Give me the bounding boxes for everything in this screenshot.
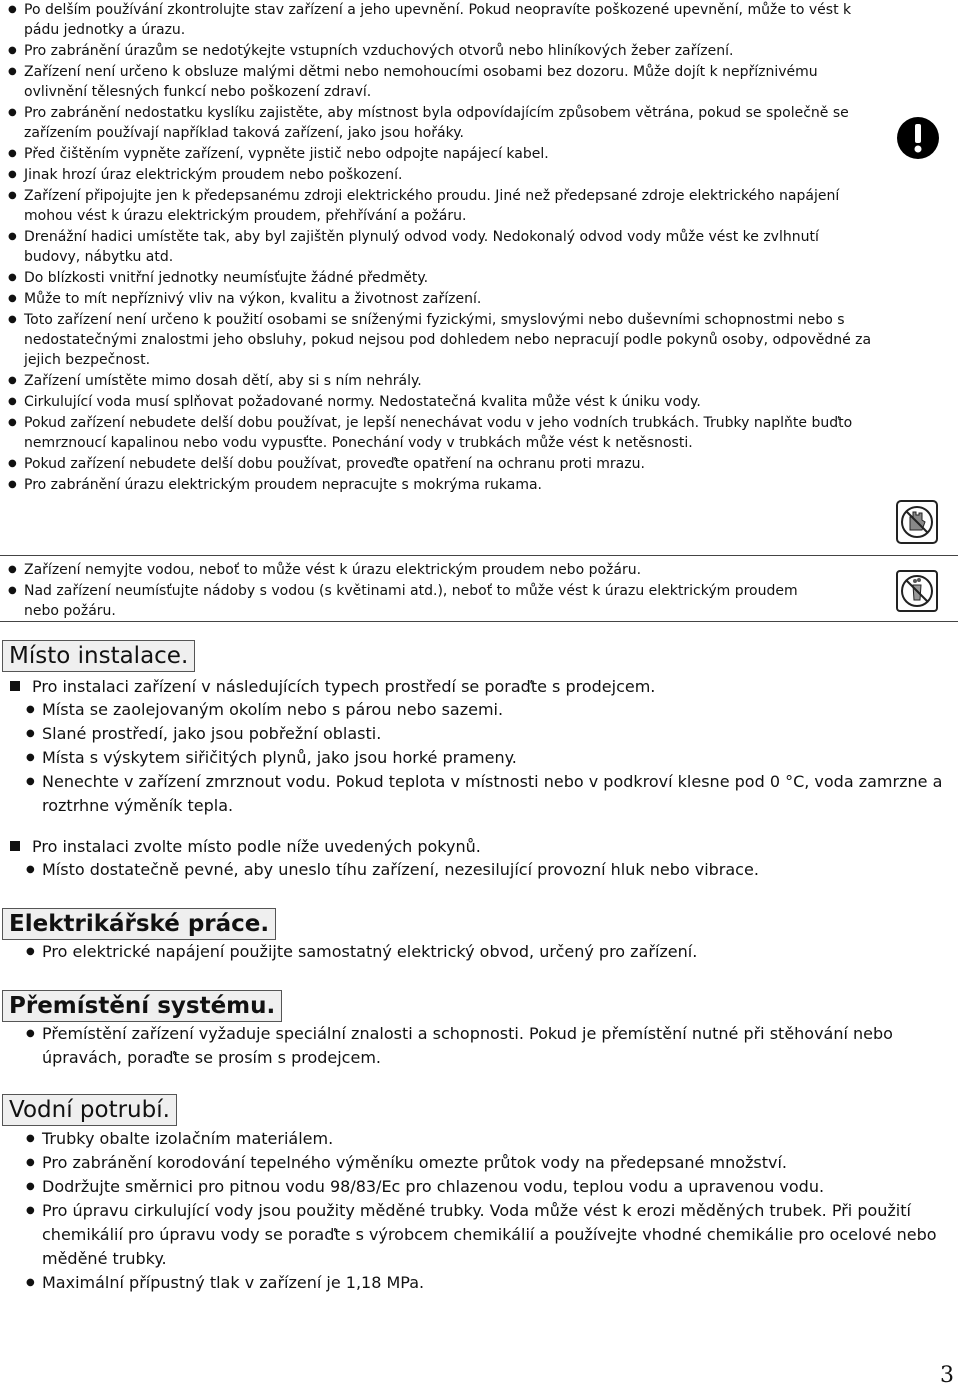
list-item: ● Místo dostatečně pevné, aby uneslo tíhu zařízení, nezesilující provozní hluk nebo vibrace. [26,858,946,882]
list-item: ● Zařízení umístěte mimo dosah dětí, aby si s ním nehrály. [8,371,938,391]
exclamation-warning-icon [896,116,940,160]
list-item: ● Pro zabránění úrazům se nedotýkejte vstupních vzduchových otvorů nebo hliníkových žeber zařízení. [8,41,938,61]
list-item: ● Nad zařízení neumísťujte nádoby s vodou (s květinami atd.), neboť to může vést k úrazu elektrickým proudem nebo požáru. [8,581,938,621]
list-item: ● Cirkulující voda musí splňovat požadované normy. Nedostatečná kvalita může vést k úniku vody. [8,392,938,412]
list-item: ● Pro zabránění korodování tepelného výměníku omezte průtok vody na předepsané množství. [26,1151,946,1175]
list-item: ● Nenechte v zařízení zmrznout vodu. Pokud teplota v místnosti nebo v podkroví klesne pod 0 °C, voda zamrzne a roztrhne výměník tepla. [26,770,946,818]
install-list-2 [26,858,946,882]
list-item: ● Slané prostředí, jako jsou pobřežní oblasti. [26,722,946,746]
install-list-1 [26,698,946,818]
list-item: ● Drenážní hadici umístěte tak, aby byl zajištěn plynulý odvod vody. Nedokonalý odvod vody může vést ke zvlhnutí budovy, nábytku atd. [8,227,938,267]
install-intro-1 [10,676,655,698]
section-heading-piping: Vodní potrubí. [2,1094,177,1126]
water-list [8,560,938,622]
list-item: ● Trubky obalte izolačním materiálem. [26,1127,946,1151]
list-item: ● Pro zabránění úrazu elektrickým proudem nepracujte s mokrýma rukama. [8,475,938,495]
page-number: 3 [940,1363,954,1388]
list-item: ● Maximální přípustný tlak v zařízení je 1,18 MPa. [26,1271,946,1295]
list-item: ● Dodržujte směrnici pro pitnou vodu 98/83/Ec pro chlazenou vodu, teplou vodu a upravenou vodu. [26,1175,946,1199]
divider [0,555,958,556]
intro-text: Pro instalaci zvolte místo podle níže uvedených pokynů. [32,837,481,856]
list-item: ● Zařízení není určeno k obsluze malými dětmi nebo nemohoucími osobami bez dozoru. Může dojít k nepříznivému ovlivnění tělesných funkcí nebo poškození zdraví. [8,62,938,102]
electrical-list [26,940,946,964]
divider [0,621,958,622]
section-heading-relocation: Přemístění systému. [2,990,282,1022]
piping-list [26,1127,946,1295]
list-item: ● Zařízení připojujte jen k předepsanému zdroji elektrického proudu. Jiné než předepsané zdroje elektrického napájení mohou vést k úrazu elektrickým proudem, přehřívání a požáru. [8,186,938,226]
list-item: ● Pro zabránění nedostatku kyslíku zajistěte, aby místnost byla odpovídajícím způsobem větrána, pokud se společně se zařízením používají například taková zařízení, jako jsou hořáky. [8,103,938,143]
safety-list [8,0,938,496]
list-item: ● Pokud zařízení nebudete delší dobu používat, je lepší nenechávat vodu v jeho vodních trubkách. Trubky naplňte buďto nemrznoucí kapalinou nebo vodu vypusťte. Ponechání vody v trubkách může vést k netěsnosti. [8,413,938,453]
list-item: ● Toto zařízení není určeno k použití osobami se sníženými fyzickými, smyslovými nebo duševními schopnostmi nebo s nedostatečnými znalostmi jeho obsluhy, pokud nejsou pod dohledem nebo nepracují podle pokynů osoby, odpovědné za jejich bezpečnost. [8,310,938,370]
list-item: ● Pro elektrické napájení použijte samostatný elektrický obvod, určený pro zařízení. [26,940,946,964]
list-item: ● Po delším používání zkontrolujte stav zařízení a jeho upevnění. Pokud neopravíte poškozené upevnění, může to vést k pádu jednotky a úrazu. [8,0,938,40]
list-item: ● Pokud zařízení nebudete delší dobu používat, proveďte opatření na ochranu proti mrazu. [8,454,938,474]
relocation-list [26,1022,946,1070]
no-water-vase-icon [896,570,938,612]
intro-text: Pro instalaci zařízení v následujících typech prostředí se poraďte s prodejcem. [32,677,656,696]
section-heading-electrical: Elektrikářské práce. [2,908,276,940]
list-item: ● Místa se zaolejovaným okolím nebo s párou nebo sazemi. [26,698,946,722]
list-item: ● Přemístění zařízení vyžaduje speciální znalosti a schopnosti. Pokud je přemístění nutné při stěhování nebo úpravách, poraďte se prosím s prodejcem. [26,1022,946,1070]
section-heading-install: Místo instalace. [2,640,195,672]
install-intro-2 [10,836,481,858]
list-item: ● Může to mít nepříznivý vliv na výkon, kvalitu a životnost zařízení. [8,289,938,309]
list-item: ● Do blízkosti vnitřní jednotky neumísťujte žádné předměty. [8,268,938,288]
list-item: ● Zařízení nemyjte vodou, neboť to může vést k úrazu elektrickým proudem nebo požáru. [8,560,938,580]
no-wet-hands-icon [896,500,938,544]
list-item: ● Před čištěním vypněte zařízení, vypněte jistič nebo odpojte napájecí kabel. [8,144,938,164]
list-item: ● Pro úpravu cirkulující vody jsou použity měděné trubky. Voda může vést k erozi měděných trubek. Při použití chemikálií pro úpravu vody se poraďte s výrobcem chemikálií a používejte vhodné chemikálie pro ocelové nebo měděné trubky. [26,1199,946,1271]
square-bullet-icon [10,841,20,851]
list-item: ● Jinak hrozí úraz elektrickým proudem nebo poškození. [8,165,938,185]
list-item: ● Místa s výskytem siřičitých plynů, jako jsou horké prameny. [26,746,946,770]
square-bullet-icon [10,681,20,691]
